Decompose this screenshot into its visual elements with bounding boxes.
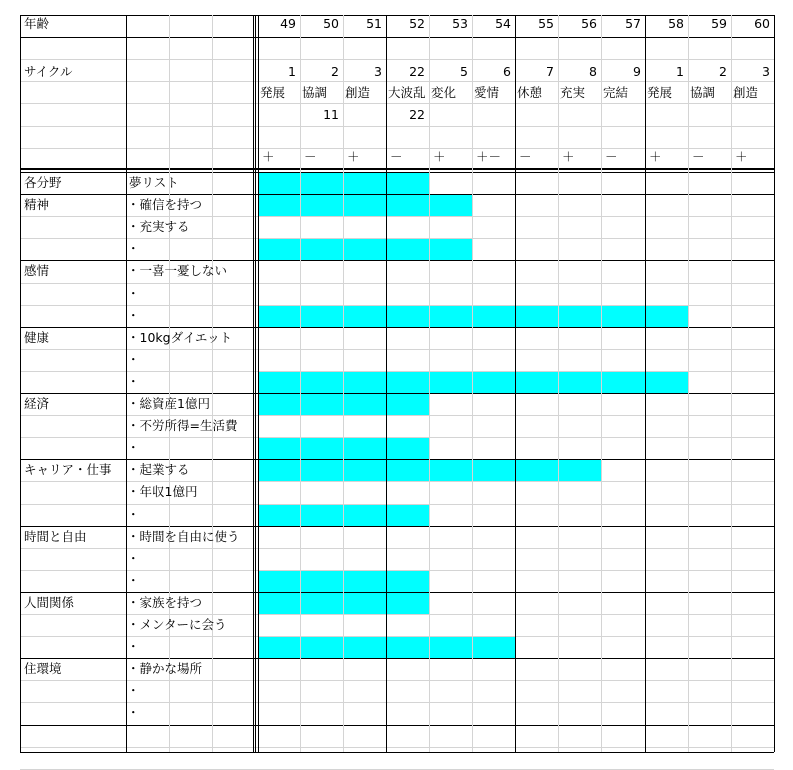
extra-number: 11 xyxy=(323,107,339,123)
grid-row-line xyxy=(20,126,774,127)
cycle-number: 6 xyxy=(503,64,511,80)
dream-item: ・静かな場所 xyxy=(127,661,203,677)
cycle-sign: ＋ xyxy=(347,148,360,164)
age-value: 57 xyxy=(625,16,641,31)
cycle-name: 協調 xyxy=(302,85,328,101)
progress-bar xyxy=(258,239,472,261)
cycle-sign: ＋－ xyxy=(476,148,502,164)
cycle-name: 創造 xyxy=(733,85,759,101)
section-name: 精神 xyxy=(24,197,50,213)
cycle-number: 3 xyxy=(762,64,770,80)
dream-item: ・10kgダイエット xyxy=(127,329,233,345)
cycle-sign: ＋ xyxy=(262,148,275,164)
cycle-name: 休憩 xyxy=(517,85,543,101)
dream-item: ・ xyxy=(127,705,140,721)
age-value: 54 xyxy=(495,16,511,31)
section-separator xyxy=(20,725,774,726)
cycle-number: 8 xyxy=(589,64,597,80)
grid-column-line xyxy=(645,15,646,752)
age-label: 年齢 xyxy=(24,16,50,31)
dream-item: ・充実する xyxy=(127,219,190,235)
cycle-name: 創造 xyxy=(345,85,371,101)
progress-bar xyxy=(258,306,688,328)
dream-item: ・一喜一憂しない xyxy=(127,263,228,279)
cycle-label: サイクル xyxy=(24,64,73,80)
section-name: 健康 xyxy=(24,329,50,345)
section-name: キャリア・仕事 xyxy=(24,462,112,478)
cycle-number: 5 xyxy=(460,64,468,80)
cycle-name: 協調 xyxy=(690,85,716,101)
dream-item: ・ xyxy=(127,440,140,456)
dream-item: ・家族を持つ xyxy=(127,594,203,610)
grid-column-line xyxy=(343,15,344,752)
cycle-name: 完結 xyxy=(603,85,629,101)
grid-column-line xyxy=(774,15,775,752)
age-value: 56 xyxy=(581,16,597,31)
grid-column-line xyxy=(731,15,732,752)
age-value: 58 xyxy=(668,16,684,31)
grid-column-line xyxy=(386,15,387,752)
section-separator xyxy=(20,37,774,38)
field-header: 各分野 xyxy=(24,175,62,190)
grid-column-line xyxy=(300,15,301,752)
grid-row-line xyxy=(20,747,774,748)
grid-column-line xyxy=(255,15,256,752)
dream-item: ・ xyxy=(127,506,140,522)
cycle-number: 1 xyxy=(288,64,296,80)
cycle-number: 22 xyxy=(409,64,425,80)
age-value: 55 xyxy=(538,16,554,31)
grid-column-line xyxy=(688,15,689,752)
age-value: 52 xyxy=(409,16,425,31)
age-value: 51 xyxy=(366,16,382,31)
grid-row-line xyxy=(20,59,774,60)
cycle-sign: － xyxy=(304,148,317,164)
section-name: 住環境 xyxy=(24,661,62,677)
dream-item: ・年収1億円 xyxy=(127,484,198,500)
grid-column-line xyxy=(558,15,559,752)
cycle-sign: ＋ xyxy=(562,148,575,164)
border-line xyxy=(253,15,254,752)
age-value: 59 xyxy=(711,16,727,31)
dream-item: ・メンターに会う xyxy=(127,617,227,632)
cycle-sign: － xyxy=(519,148,532,164)
cycle-name: 大波乱 xyxy=(388,85,426,101)
section-name: 人間関係 xyxy=(24,594,75,610)
section-name: 経済 xyxy=(24,396,50,411)
age-value: 50 xyxy=(323,16,339,31)
cycle-name: 発展 xyxy=(647,85,673,101)
dream-item: ・ xyxy=(127,683,140,699)
dream-item: ・ xyxy=(127,373,140,389)
border-line xyxy=(20,752,774,753)
section-name: 時間と自由 xyxy=(24,528,87,544)
progress-bar xyxy=(258,195,472,217)
dream-item: ・ xyxy=(127,307,140,323)
dream-item: ・ xyxy=(127,351,140,367)
cycle-sign: － xyxy=(692,148,705,164)
progress-bar xyxy=(258,372,688,394)
age-value: 49 xyxy=(280,16,296,31)
cycle-number: 1 xyxy=(676,64,684,80)
cycle-name: 発展 xyxy=(260,85,286,101)
cycle-number: 2 xyxy=(331,64,339,80)
cycle-number: 9 xyxy=(633,64,641,80)
cycle-sign: － xyxy=(390,148,403,164)
dream-item: ・ xyxy=(127,572,140,588)
dream-item: ・総資産1億円 xyxy=(127,396,210,411)
dream-item: ・ xyxy=(127,639,140,655)
cycle-name: 充実 xyxy=(560,85,586,101)
dream-item: ・不労所得=生活費 xyxy=(127,418,238,434)
grid-column-line xyxy=(258,15,259,752)
cycle-number: 2 xyxy=(719,64,727,80)
cycle-number: 7 xyxy=(546,64,554,80)
cycle-sign: ＋ xyxy=(433,148,446,164)
cycle-sign: － xyxy=(605,148,618,164)
grid-column-line xyxy=(20,15,21,752)
grid-column-line xyxy=(515,15,516,752)
age-value: 53 xyxy=(452,16,468,31)
dream-item: ・起業する xyxy=(127,462,190,478)
grid-column-line xyxy=(429,15,430,752)
dream-item: ・確信を持つ xyxy=(127,197,203,213)
section-name: 感情 xyxy=(24,263,50,279)
cycle-number: 3 xyxy=(374,64,382,80)
cycle-sign: ＋ xyxy=(735,148,748,164)
dream-item: ・時間を自由に使う xyxy=(127,528,240,544)
grid-column-line xyxy=(601,15,602,752)
border-line xyxy=(20,169,774,170)
cycle-sign: ＋ xyxy=(649,148,662,164)
age-value: 60 xyxy=(754,16,770,31)
cycle-name: 変化 xyxy=(431,85,457,101)
cycle-name: 愛情 xyxy=(474,85,500,101)
dream-item: ・ xyxy=(127,285,140,301)
extra-number: 22 xyxy=(409,107,425,123)
grid-row-line xyxy=(20,103,774,104)
dream-list-header: 夢リスト xyxy=(129,175,179,190)
dream-item: ・ xyxy=(127,241,140,257)
dream-item: ・ xyxy=(127,550,140,566)
grid-column-line xyxy=(472,15,473,752)
